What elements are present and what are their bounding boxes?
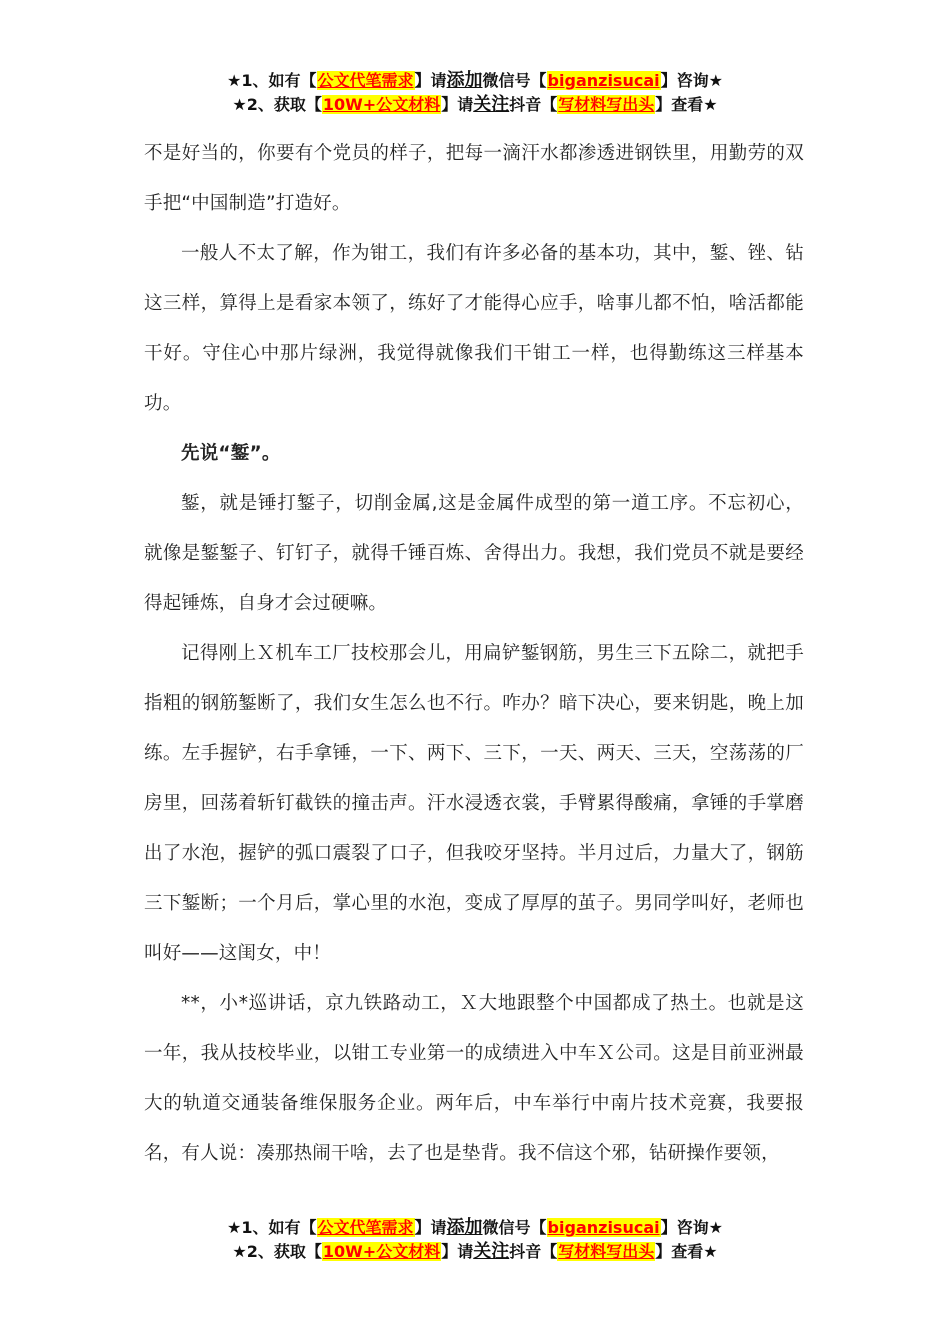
underlined-text: 关注 bbox=[473, 1241, 510, 1262]
banner-text: ★1、如有【 bbox=[227, 1218, 317, 1237]
banner-text: 】请 bbox=[441, 95, 474, 114]
banner-text: 微信号【 bbox=[482, 71, 547, 90]
banner-text: 】请 bbox=[414, 71, 447, 90]
paragraph: 不是好当的，你要有个党员的样子，把每一滴汗水都渗透进钢铁里，用勤劳的双手把“中国制造”打造好。 bbox=[144, 143, 804, 214]
paragraph: 记得刚上Ｘ机车工厂技校那会儿，用扁铲錾钢筋，男生三下五除二，就把手指粗的钢筋錾断了，我们女生怎么也不行。咋办？暗下决心，要来钥匙，晚上加练。左手握铲，右手拿锤，一下、两下、三下，一天、两天、三天，空荡荡的厂房里，回荡着斩钉截铁的撞击声。汗水浸透衣裳，手臂累得酸痛，拿锤的手掌磨出了水泡，握铲的弧口震裂了口子，但我咬牙坚持。半月过后，力量大了，钢筋三下錾断；一个月后，掌心里的水泡，变成了厚厚的茧子。男同学叫好，老师也叫好——这闺女，中！ bbox=[144, 643, 804, 964]
banner-text: 】请 bbox=[441, 1242, 474, 1261]
banner-text: 】查看★ bbox=[655, 95, 718, 114]
highlight-douyin: 写材料写出头 bbox=[558, 1242, 655, 1261]
underlined-text: 关注 bbox=[473, 94, 510, 115]
highlight-wechat-id: biganzisucai bbox=[547, 71, 660, 90]
banner-text: 抖音【 bbox=[509, 95, 558, 114]
header-banner bbox=[0, 69, 950, 117]
banner-text: 】咨询★ bbox=[660, 1218, 723, 1237]
highlight-materials: 10W+公文材料 bbox=[322, 1242, 441, 1261]
banner-text: 】请 bbox=[414, 1218, 447, 1237]
paragraph: **，小*巡讲话，京九铁路动工，Ｘ大地跟整个中国都成了热土。也就是这一年，我从技校毕业，以钳工专业第一的成绩进入中车Ｘ公司。这是目前亚洲最大的轨道交通装备维保服务企业。两年后，中车举行中南片技术竞赛，我要报名，有人说：凑那热闹干啥，去了也是垫背。我不信这个邪，钻研操作要领， bbox=[144, 993, 804, 1164]
underlined-text: 添加 bbox=[446, 1217, 483, 1238]
banner-text: ★1、如有【 bbox=[227, 71, 317, 90]
section-heading: 先说“錾”。 bbox=[181, 443, 281, 464]
banner-text: 微信号【 bbox=[482, 1218, 547, 1237]
banner-line-1 bbox=[0, 1216, 950, 1240]
banner-line-2 bbox=[0, 1240, 950, 1264]
paragraph: 一般人不太了解，作为钳工，我们有许多必备的基本功，其中，錾、锉、钻这三样，算得上是看家本领了，练好了才能得心应手，啥事儿都不怕，啥活都能干好。守住心中那片绿洲，我觉得就像我们干钳工一样，也得勤练这三样基本功。 bbox=[144, 243, 804, 414]
banner-line-2 bbox=[0, 93, 950, 117]
document-body bbox=[144, 129, 804, 1179]
banner-line-1 bbox=[0, 69, 950, 93]
underlined-text: 添加 bbox=[446, 70, 483, 91]
highlight-materials: 10W+公文材料 bbox=[322, 95, 441, 114]
paragraph: 錾，就是锤打錾子，切削金属,这是金属件成型的第一道工序。不忘初心，就像是錾錾子、钉钉子，就得千锤百炼、舍得出力。我想，我们党员不就是要经得起锤炼，自身才会过硬嘛。 bbox=[144, 493, 804, 614]
banner-text: 抖音【 bbox=[509, 1242, 558, 1261]
banner-text: ★2、获取【 bbox=[232, 95, 322, 114]
banner-text: 】查看★ bbox=[655, 1242, 718, 1261]
banner-text: ★2、获取【 bbox=[232, 1242, 322, 1261]
footer-banner bbox=[0, 1216, 950, 1264]
banner-text: 】咨询★ bbox=[660, 71, 723, 90]
highlight-service: 公文代笔需求 bbox=[317, 71, 414, 90]
highlight-douyin: 写材料写出头 bbox=[558, 95, 655, 114]
highlight-wechat-id: biganzisucai bbox=[547, 1218, 660, 1237]
highlight-service: 公文代笔需求 bbox=[317, 1218, 414, 1237]
